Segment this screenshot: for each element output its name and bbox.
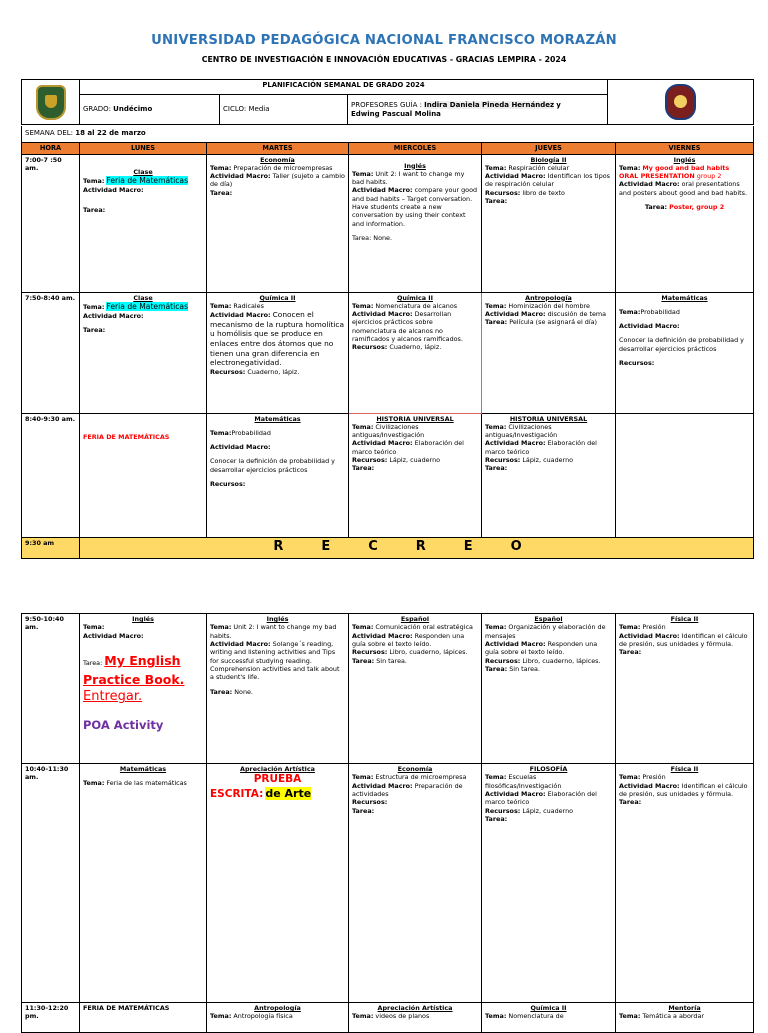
tema-value: Civilizaciones antiguas/Investigación (352, 422, 425, 440)
actividad-value: Responden una guía sobre el texto leído. (485, 639, 598, 657)
tema-value: Escuelas filosóficas/Investigación (485, 773, 562, 790)
profesores-and: y (556, 100, 561, 109)
martes-cell (207, 292, 349, 413)
tema-value: Feria de las matemáticas (106, 779, 187, 788)
center-title: CENTRO DE INVESTIGACIÓN E INNOVACIÓN EDUCATIVAS - GRACIAS LEMPIRA - 2024 (201, 55, 567, 64)
grado-label: GRADO: (83, 105, 111, 114)
actividad-label: Actividad Macro: (485, 310, 546, 319)
recursos-value: Lápiz, cuaderno (522, 806, 574, 815)
tema-label: Tema: (83, 623, 105, 632)
miercoles-cell (349, 154, 482, 292)
time-cell: 7:50-8:40 am. (22, 292, 80, 413)
martes-cell (207, 1003, 349, 1033)
recursos-label: Recursos: (352, 648, 388, 657)
miercoles-cell (349, 1003, 482, 1033)
actividad-label: Actividad Macro: (210, 639, 271, 648)
semana-value: 18 al 22 de marzo (75, 129, 146, 138)
jueves-cell (482, 1003, 616, 1033)
university-title: UNIVERSIDAD PEDAGÓGICA NACIONAL FRANCISCO MORAZÁN (151, 33, 617, 48)
actividad-value: Identifican el cálculo de presión, sus unidades y fórmula. (619, 781, 748, 798)
tema-value: Comunicación oral estratégica (375, 623, 473, 632)
tema-label: Tema: (619, 307, 641, 316)
recreo-row (22, 537, 754, 558)
time-cell: 9:50-10:40 am. (22, 614, 80, 764)
actividad-label: Actividad Macro: (352, 186, 413, 195)
profesor-1: Indira Daniela Pineda Hernández (424, 100, 555, 109)
martes-cell (207, 413, 349, 537)
escrita-label: ESCRITA: (210, 787, 264, 800)
tema-value: Respiración celular (508, 163, 570, 172)
tarea-label: Tarea: (619, 798, 642, 807)
tema-value: Nomenclatura de alcanos (375, 301, 458, 310)
recursos-label: Recursos: (210, 480, 246, 489)
actividad-value: Elaboración del marco teórico (485, 439, 597, 456)
lunes-cell (80, 614, 207, 764)
tarea-label: Tarea: (352, 464, 375, 473)
tema-label: Tema: (619, 1012, 641, 1021)
logo-right-cell (608, 80, 754, 125)
tarea-value: Sin tarea. (376, 656, 407, 665)
tarea-value: None. (373, 234, 393, 243)
subject-label: Clase (133, 167, 153, 176)
school-emblem-icon (665, 84, 696, 120)
entregar-label: Entregar. (83, 689, 143, 705)
subject-label: Biología II (530, 155, 567, 164)
tema-value: Radicales (233, 301, 264, 310)
recursos-value: Cuaderno, lápiz. (247, 367, 300, 376)
actividad-label: Actividad Macro: (619, 322, 680, 331)
tarea-label: Tarea: (352, 656, 375, 665)
table-row (22, 154, 754, 292)
recursos-value: libro de texto (522, 188, 565, 197)
martes-cell (207, 614, 349, 764)
tema-value: Probabilidad (231, 428, 271, 437)
actividad-label: Actividad Macro: (352, 781, 413, 790)
actividad-value: Solange´s reading, writing and listening activities and Tips for successful studying reading. Comprehension activities and talk about a student's life. (210, 639, 340, 682)
tema-value: Presión (642, 773, 666, 782)
martes-description: Conocer la definición de probabilidad y desarrollar ejercicios prácticos (210, 457, 335, 474)
jueves-cell (482, 413, 616, 537)
actividad-label: Actividad Macro: (485, 639, 546, 648)
tema-label: Tema: (352, 623, 374, 632)
recursos-value: Lápiz, cuaderno (522, 456, 574, 465)
actividad-value: Conocen el mecanismo de la ruptura homolítica u homólisis que se produce en enlaces entre dos átomos que no tienen una gran diferencia en electronegatividad. (210, 310, 345, 368)
subject-label: Química II (530, 1004, 567, 1012)
profesor-2: Edwing Pascual Molina (351, 109, 441, 118)
actividad-label: Actividad Macro: (485, 439, 546, 448)
subject-label: HISTORIA UNIVERSAL (376, 414, 454, 423)
actividad-value: oral presentations and posters about good and bad habits. (619, 180, 747, 197)
schedule-table-1 (21, 126, 754, 559)
feria-label: FERIA DE MATEMÁTICAS (83, 1004, 170, 1012)
tema-value: Presión (642, 623, 666, 632)
tema-value: Unit 2: I want to change my bad habits. (352, 169, 465, 187)
lunes-cell (80, 1003, 207, 1033)
tema-label: Tema: (485, 1012, 507, 1021)
recursos-label: Recursos: (485, 188, 521, 197)
martes-cell (207, 154, 349, 292)
semana-row (22, 126, 754, 142)
prueba-label: PRUEBA (253, 773, 302, 786)
actividad-label: Actividad Macro: (619, 631, 680, 640)
tema-label: Tema: (485, 623, 507, 632)
ciclo-label: CICLO: (223, 105, 247, 114)
jueves-cell (482, 764, 616, 1003)
recursos-label: Recursos: (210, 367, 246, 376)
feria-label: FERIA DE MATEMÁTICAS (83, 432, 170, 441)
col-jueves: JUEVES (482, 142, 616, 154)
grado-cell (80, 95, 220, 125)
subject-label: Antropología (525, 293, 572, 302)
viernes-cell (616, 154, 754, 292)
poa-activity-label: POA Activity (83, 718, 164, 733)
tarea-label: Tarea: (83, 326, 106, 335)
actividad-value: Desarrollan ejercicios prácticos sobre nomenclatura de alcanos no ramificados y alcanos ramificados. (352, 310, 463, 344)
column-header-row (22, 142, 754, 154)
group-label: group 2 (696, 172, 722, 181)
recursos-label: Recursos: (485, 456, 521, 465)
actividad-value: compare your good and bad habits – Target conversation. Have students create a new conversation by using their context and information. (352, 186, 478, 228)
actividad-label: Actividad Macro: (83, 311, 144, 320)
oral-presentation-label: ORAL PRESENTATION (619, 172, 695, 181)
subject-label: Mentoría (668, 1004, 701, 1012)
grado-value: Undécimo (113, 105, 153, 114)
actividad-label: Actividad Macro: (352, 310, 413, 319)
university-seal-icon (36, 85, 66, 120)
tarea-label: Tarea: (485, 197, 508, 206)
recreo-time: 9:30 am (22, 537, 80, 558)
actividad-value: Elaboración del marco teórico (352, 439, 464, 456)
info-table (21, 79, 754, 125)
tarea-value: Sin tarea. (509, 664, 540, 673)
recursos-value: Libro, cuaderno, lápices. (522, 656, 601, 665)
actividad-label: Actividad Macro: (485, 789, 546, 798)
time-cell: 10:40-11:30 am. (22, 764, 80, 1003)
tarea-value: None. (234, 687, 253, 696)
tema-value: My good and bad habits (642, 163, 730, 172)
subject-label: Física II (670, 615, 699, 623)
actividad-label: Actividad Macro: (83, 185, 144, 194)
actividad-label: Actividad Macro: (352, 631, 413, 640)
recursos-label: Recursos: (485, 656, 521, 665)
tema-label: Tema: (485, 773, 507, 782)
lunes-cell (80, 413, 207, 537)
subject-label: Español (400, 615, 430, 623)
tema-value: Hominización del hombre (508, 301, 590, 310)
actividad-value: Elaboración del marco teórico (485, 789, 597, 807)
tema-value: Antropología física (233, 1012, 293, 1021)
miercoles-cell (349, 614, 482, 764)
logo-left-cell (22, 80, 80, 125)
actividad-value: Identifican los tipos de respiración celular (485, 172, 611, 189)
time-cell: 8:40-9:30 am. (22, 413, 80, 537)
tema-label: Tema: (619, 163, 641, 172)
actividad-value: discusión de tema (547, 310, 607, 319)
subject-label: Apreciación Artística (240, 765, 315, 773)
subject-label: Economía (260, 155, 295, 164)
subject-label: Inglés (132, 615, 154, 623)
tema-value: Feria de Matemáticas (106, 175, 189, 185)
plan-title: PLANIFICACIÓN SEMANAL DE GRADO 2024 (80, 80, 608, 95)
recursos-label: Recursos: (352, 456, 388, 465)
recursos-label: Recursos: (352, 798, 388, 807)
martes-cell (207, 764, 349, 1003)
semana-label: SEMANA DEL: (25, 129, 74, 138)
subject-label: Economía (397, 765, 433, 773)
tarea-label: Tarea: (352, 234, 372, 243)
tarea-label: Tarea: (210, 188, 233, 197)
arte-label: de Arte (265, 786, 312, 800)
actividad-label: Actividad Macro: (619, 781, 680, 790)
tema-label: Tema: (485, 422, 507, 431)
tarea-label: Tarea: (485, 664, 508, 673)
tema-value: videos de planos (375, 1012, 430, 1021)
ciclo-cell (220, 95, 348, 125)
tema-label: Tema: (352, 169, 374, 178)
tarea-label: Tarea: (485, 464, 508, 473)
col-martes: MARTES (207, 142, 349, 154)
tarea-value: Película (se asignará el día) (509, 318, 598, 327)
tema-label: Tema: (210, 1012, 232, 1021)
actividad-value: Taller (sujeto a cambio de día) (210, 172, 345, 189)
tema-value: Probabilidad (640, 307, 680, 316)
miercoles-cell (349, 764, 482, 1003)
table-row (22, 292, 754, 413)
recursos-label: Recursos: (485, 806, 521, 815)
table-row (22, 1003, 754, 1033)
subject-label: Física II (670, 765, 699, 773)
viernes-cell (616, 764, 754, 1003)
recursos-value: Libro, cuaderno, lápices. (389, 648, 468, 657)
recursos-value: Cuaderno, lápiz. (389, 343, 442, 352)
viernes-cell (616, 614, 754, 764)
recreo-label: RECREO (80, 537, 754, 558)
tema-value: Unit 2: I want to change my bad habits. (210, 623, 337, 640)
tema-label: Tema: (619, 623, 641, 632)
schedule-table-2 (21, 613, 754, 1033)
miercoles-cell (349, 292, 482, 413)
subject-label: HISTORIA UNIVERSAL (509, 414, 588, 423)
tarea-label: Tarea: (83, 206, 106, 215)
recursos-label: Recursos: (619, 359, 655, 368)
tema-value: Organización y elaboración de mensajes (485, 623, 606, 640)
tema-label: Tema: (83, 302, 105, 311)
tema-label: Tema: (210, 301, 232, 310)
tarea-label: Tarea: (619, 648, 642, 657)
tarea-label: Tarea: (485, 814, 508, 823)
subject-label: Antropología (254, 1004, 301, 1012)
viernes-cell (616, 413, 754, 537)
col-miercoles: MIERCOLES (349, 142, 482, 154)
tema-value: Temática a abordar (642, 1012, 704, 1021)
actividad-label: Actividad Macro: (83, 631, 144, 640)
tema-label: Tema: (83, 779, 105, 788)
tarea-value: Poster, group 2 (669, 203, 725, 212)
time-cell: 7:00-7 :50 am. (22, 154, 80, 292)
viernes-cell (616, 292, 754, 413)
actividad-label: Actividad Macro: (210, 443, 271, 452)
jueves-cell (482, 292, 616, 413)
col-viernes: VIERNES (616, 142, 754, 154)
recursos-value: Lápiz, cuaderno (389, 456, 441, 465)
jueves-cell (482, 614, 616, 764)
tema-label: Tema: (352, 301, 374, 310)
tarea-value: My English Practice Book. (83, 652, 185, 687)
actividad-label: Actividad Macro: (619, 180, 680, 189)
ciclo-value: Media (248, 105, 270, 114)
miercoles-cell (349, 413, 482, 537)
subject-label: FILOSOFÍA (529, 765, 568, 773)
subject-label: Química II (396, 293, 434, 302)
tema-value: Preparación de microempresas (233, 163, 333, 172)
subject-label: Clase (133, 293, 153, 302)
subject-label: Matemáticas (661, 293, 708, 302)
subject-label: Matemáticas (119, 765, 167, 773)
subject-label: Química II (259, 293, 296, 302)
tema-label: Tema: (485, 163, 507, 172)
subject-label: Español (534, 615, 563, 623)
lunes-cell (80, 292, 207, 413)
tarea-label: Tarea: (210, 687, 233, 696)
tema-label: Tema: (210, 623, 232, 632)
tema-label: Tema: (352, 1012, 374, 1021)
tarea-label: Tarea: (644, 203, 668, 212)
table-row (22, 413, 754, 537)
profesores-label: PROFESORES GUÍA : (351, 100, 422, 109)
profesores-cell (348, 95, 608, 125)
recursos-label: Recursos: (352, 343, 388, 352)
viernes-description: Conocer la definición de probabilidad y desarrollar ejercicios prácticos (619, 336, 744, 353)
col-hora: HORA (22, 142, 80, 154)
actividad-label: Actividad Macro: (210, 311, 271, 320)
actividad-value: Preparación de actividades (352, 781, 463, 798)
lunes-cell (80, 154, 207, 292)
tema-value: Feria de Matemáticas (106, 301, 189, 311)
actividad-value: Identifican el cálculo de presión, sus unidades y fórmula. (619, 631, 748, 648)
actividad-label: Actividad Macro: (210, 172, 271, 181)
table-row (22, 614, 754, 764)
tema-label: Tema: (352, 773, 374, 782)
tema-value: Estructura de microempresa (375, 773, 467, 782)
subject-label: Inglés (673, 155, 696, 164)
subject-label: Inglés (266, 615, 289, 623)
subject-label: Matemáticas (254, 414, 301, 423)
lunes-cell (80, 764, 207, 1003)
tema-label: Tema: (210, 163, 232, 172)
tarea-label: Tarea: (352, 806, 375, 815)
tema-label: Tema: (83, 176, 105, 185)
actividad-value: Responden una guía sobre el texto leído. (352, 631, 465, 648)
tema-label: Tema: (210, 428, 232, 437)
tema-label: Tema: (352, 422, 374, 431)
tarea-label: Tarea: (485, 318, 508, 327)
subject-label: Inglés (404, 161, 426, 170)
col-lunes: LUNES (80, 142, 207, 154)
time-cell: 11:30-12:20 pm. (22, 1003, 80, 1033)
tema-value: Nomenclatura de (508, 1012, 564, 1021)
tema-label: Tema: (619, 773, 641, 782)
viernes-cell (616, 1003, 754, 1033)
table-row (22, 764, 754, 1003)
tema-value: Civilizaciones antiguas/Investigación (485, 422, 558, 440)
jueves-cell (482, 154, 616, 292)
tema-label: Tema: (485, 301, 507, 310)
actividad-label: Actividad Macro: (352, 439, 413, 448)
subject-label: Apreciación Artística (377, 1004, 453, 1012)
tarea-label: Tarea: (83, 658, 103, 667)
actividad-label: Actividad Macro: (485, 172, 546, 181)
